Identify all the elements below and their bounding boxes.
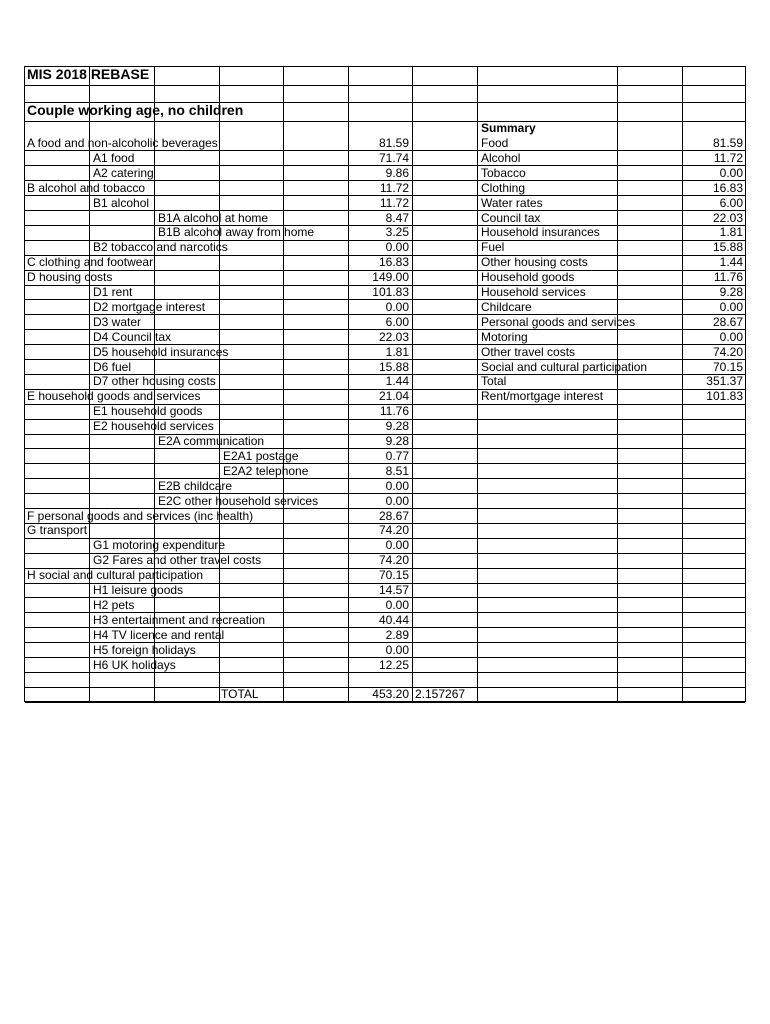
row-divider: [25, 419, 745, 420]
item-value: 3.25: [385, 225, 409, 240]
row-divider: [25, 627, 745, 628]
row-divider: [25, 270, 745, 271]
summary-value: 28.67: [712, 314, 743, 329]
item-label: D3 water: [93, 314, 142, 329]
item-value: 0.00: [385, 538, 409, 553]
item-label: H6 UK holidays: [93, 657, 176, 672]
item-label: D7 other housing costs: [93, 374, 216, 389]
item-label: H social and cultural participation: [27, 568, 204, 583]
row-divider: [25, 672, 745, 673]
item-value: 81.59: [378, 136, 409, 150]
item-value: 6.00: [385, 314, 409, 329]
summary-value: 101.83: [706, 389, 743, 404]
item-label: D housing costs: [27, 270, 113, 285]
summary-label: Council tax: [481, 210, 541, 225]
item-label: E2A2 telephone: [223, 463, 309, 478]
summary-value: 0.00: [719, 165, 743, 180]
item-value: 0.00: [385, 597, 409, 612]
column-divider: [412, 67, 413, 701]
item-value: 8.51: [385, 463, 409, 478]
item-value: 11.72: [379, 180, 409, 195]
item-label: D1 rent: [93, 285, 133, 299]
item-label: B alcohol and tobacco: [27, 180, 146, 195]
row-divider: [25, 85, 745, 86]
column-divider: [283, 67, 284, 701]
row-divider: [25, 180, 745, 181]
item-value: 0.00: [385, 642, 409, 657]
item-label: D4 Council tax: [93, 329, 172, 344]
item-value: 40.44: [378, 612, 409, 627]
row-divider: [25, 255, 745, 256]
row-divider: [25, 434, 745, 435]
summary-value: 9.28: [719, 285, 743, 299]
item-value: 22.03: [378, 329, 409, 344]
row-divider: [25, 448, 745, 449]
item-label: E2B childcare: [158, 478, 233, 493]
row-divider: [25, 150, 745, 151]
row-divider: [25, 657, 745, 658]
summary-value: 6.00: [719, 195, 743, 210]
item-label: E2C other household services: [158, 493, 319, 508]
item-value: 9.28: [385, 419, 409, 434]
summary-value: 11.76: [713, 270, 743, 285]
item-value: 21.04: [378, 389, 409, 404]
item-label: G1 motoring expenditure: [93, 538, 226, 553]
item-label: A2 catering: [93, 165, 154, 180]
summary-value: 0.00: [719, 329, 743, 344]
item-label: B1A alcohol at home: [158, 210, 269, 225]
summary-value: 70.15: [712, 359, 743, 374]
row-divider: [25, 687, 745, 688]
item-value: 0.00: [385, 493, 409, 508]
row-divider: [25, 102, 745, 103]
spreadsheet: [24, 66, 746, 702]
item-value: 101.83: [372, 285, 409, 299]
row-divider: [25, 329, 745, 330]
row-divider: [25, 538, 745, 539]
item-label: H3 entertainment and recreation: [93, 612, 266, 627]
summary-value: 15.88: [712, 240, 743, 255]
item-value: 71.74: [378, 150, 409, 165]
row-divider: [25, 478, 745, 479]
item-value: 28.67: [378, 508, 409, 523]
item-label: D6 fuel: [93, 359, 132, 374]
item-value: 74.20: [378, 523, 409, 538]
item-label: G2 Fares and other travel costs: [93, 553, 262, 568]
total-ratio: 2.157267: [415, 687, 466, 701]
item-value: 74.20: [378, 553, 409, 568]
summary-label: Rent/mortgage interest: [481, 389, 604, 404]
item-label: B1B alcohol away from home: [158, 225, 315, 240]
summary-label: Social and cultural participation: [481, 359, 648, 374]
summary-label: Motoring: [481, 329, 528, 344]
summary-value: 1.81: [719, 225, 743, 240]
summary-label: Household services: [481, 285, 586, 299]
sheet-subtitle: Couple working age, no children: [27, 102, 244, 118]
item-label: F personal goods and services (inc health): [27, 508, 254, 523]
item-label: E household goods and services: [27, 389, 201, 404]
column-divider: [682, 67, 683, 701]
item-value: 0.77: [385, 448, 409, 463]
summary-value: 81.59: [712, 136, 743, 150]
item-label: H2 pets: [93, 597, 135, 612]
row-divider: [25, 299, 745, 300]
row-divider: [25, 195, 745, 196]
item-label: B1 alcohol: [93, 195, 150, 210]
item-value: 15.88: [378, 359, 409, 374]
item-label: E2A communication: [158, 434, 265, 448]
summary-value: 16.83: [712, 180, 743, 195]
row-divider: [25, 553, 745, 554]
summary-label: Household goods: [481, 270, 575, 285]
summary-value: 11.72: [713, 150, 743, 165]
row-divider: [25, 463, 745, 464]
summary-value: 74.20: [712, 344, 743, 359]
summary-label: Food: [481, 136, 509, 150]
item-value: 1.81: [385, 344, 409, 359]
total-value: 453.20: [372, 687, 409, 701]
row-divider: [25, 389, 745, 390]
item-value: 16.83: [378, 255, 409, 270]
item-value: 0.00: [385, 478, 409, 493]
summary-label: Personal goods and services: [481, 314, 636, 329]
item-label: H4 TV licence and rental: [93, 627, 225, 642]
row-divider: [25, 523, 745, 524]
item-label: E2 household services: [93, 419, 214, 434]
item-value: 70.15: [378, 568, 409, 583]
summary-value: 0.00: [719, 299, 743, 314]
column-divider: [348, 67, 349, 701]
item-value: 1.44: [385, 374, 409, 389]
row-divider: [25, 508, 745, 509]
row-divider: [25, 612, 745, 613]
row-divider: [25, 493, 745, 494]
column-divider: [89, 67, 90, 701]
row-divider: [25, 314, 745, 315]
summary-value: 351.37: [706, 374, 743, 389]
row-divider: [25, 568, 745, 569]
row-divider: [25, 642, 745, 643]
item-label: G transport: [27, 523, 88, 538]
summary-label: Childcare: [481, 299, 532, 314]
summary-label: Other housing costs: [481, 255, 588, 270]
row-divider: [25, 404, 745, 405]
item-value: 14.57: [378, 583, 409, 597]
row-divider: [25, 285, 745, 286]
item-label: A1 food: [93, 150, 135, 165]
item-value: 149.00: [372, 270, 409, 285]
row-divider: [25, 240, 745, 241]
column-divider: [154, 67, 155, 701]
item-value: 11.72: [379, 195, 409, 210]
item-label: A food and non-alcoholic beverages: [27, 136, 218, 150]
item-value: 9.28: [385, 434, 409, 448]
item-value: 12.25: [378, 657, 409, 672]
row-divider: [25, 165, 745, 166]
row-divider: [25, 597, 745, 598]
item-label: B2 tobacco and narcotics: [93, 240, 228, 255]
item-label: E1 household goods: [93, 404, 203, 419]
item-label: H1 leisure goods: [93, 583, 184, 597]
item-label: E2A1 postage: [223, 448, 299, 463]
item-value: 8.47: [385, 210, 409, 225]
row-divider: [25, 374, 745, 375]
total-label: TOTAL: [221, 687, 259, 701]
item-value: 2.89: [385, 627, 409, 642]
column-divider: [617, 67, 618, 701]
item-label: C clothing and footwear: [27, 255, 154, 270]
summary-value: 22.03: [712, 210, 743, 225]
row-divider: [25, 359, 745, 360]
column-divider: [477, 67, 478, 701]
row-divider: [25, 121, 745, 122]
item-label: D2 mortgage interest: [93, 299, 206, 314]
summary-label: Household insurances: [481, 225, 600, 240]
summary-label: Total: [481, 374, 507, 389]
item-label: H5 foreign holidays: [93, 642, 196, 657]
summary-label: Water rates: [481, 195, 543, 210]
item-value: 0.00: [385, 299, 409, 314]
row-divider: [25, 210, 745, 211]
row-divider: [25, 702, 745, 703]
summary-label: Fuel: [481, 240, 505, 255]
summary-label: Tobacco: [481, 165, 526, 180]
row-divider: [25, 344, 745, 345]
column-divider: [219, 67, 220, 701]
item-label: D5 household insurances: [93, 344, 229, 359]
summary-label: Alcohol: [481, 150, 521, 165]
row-divider: [25, 225, 745, 226]
item-value: 11.76: [379, 404, 409, 419]
row-divider: [25, 583, 745, 584]
item-value: 0.00: [385, 240, 409, 255]
summary-label: Other travel costs: [481, 344, 576, 359]
summary-value: 1.44: [719, 255, 743, 270]
sheet-title: MIS 2018 REBASE: [27, 66, 150, 82]
summary-title: Summary: [481, 121, 536, 135]
summary-label: Clothing: [481, 180, 526, 195]
item-value: 9.86: [385, 165, 409, 180]
